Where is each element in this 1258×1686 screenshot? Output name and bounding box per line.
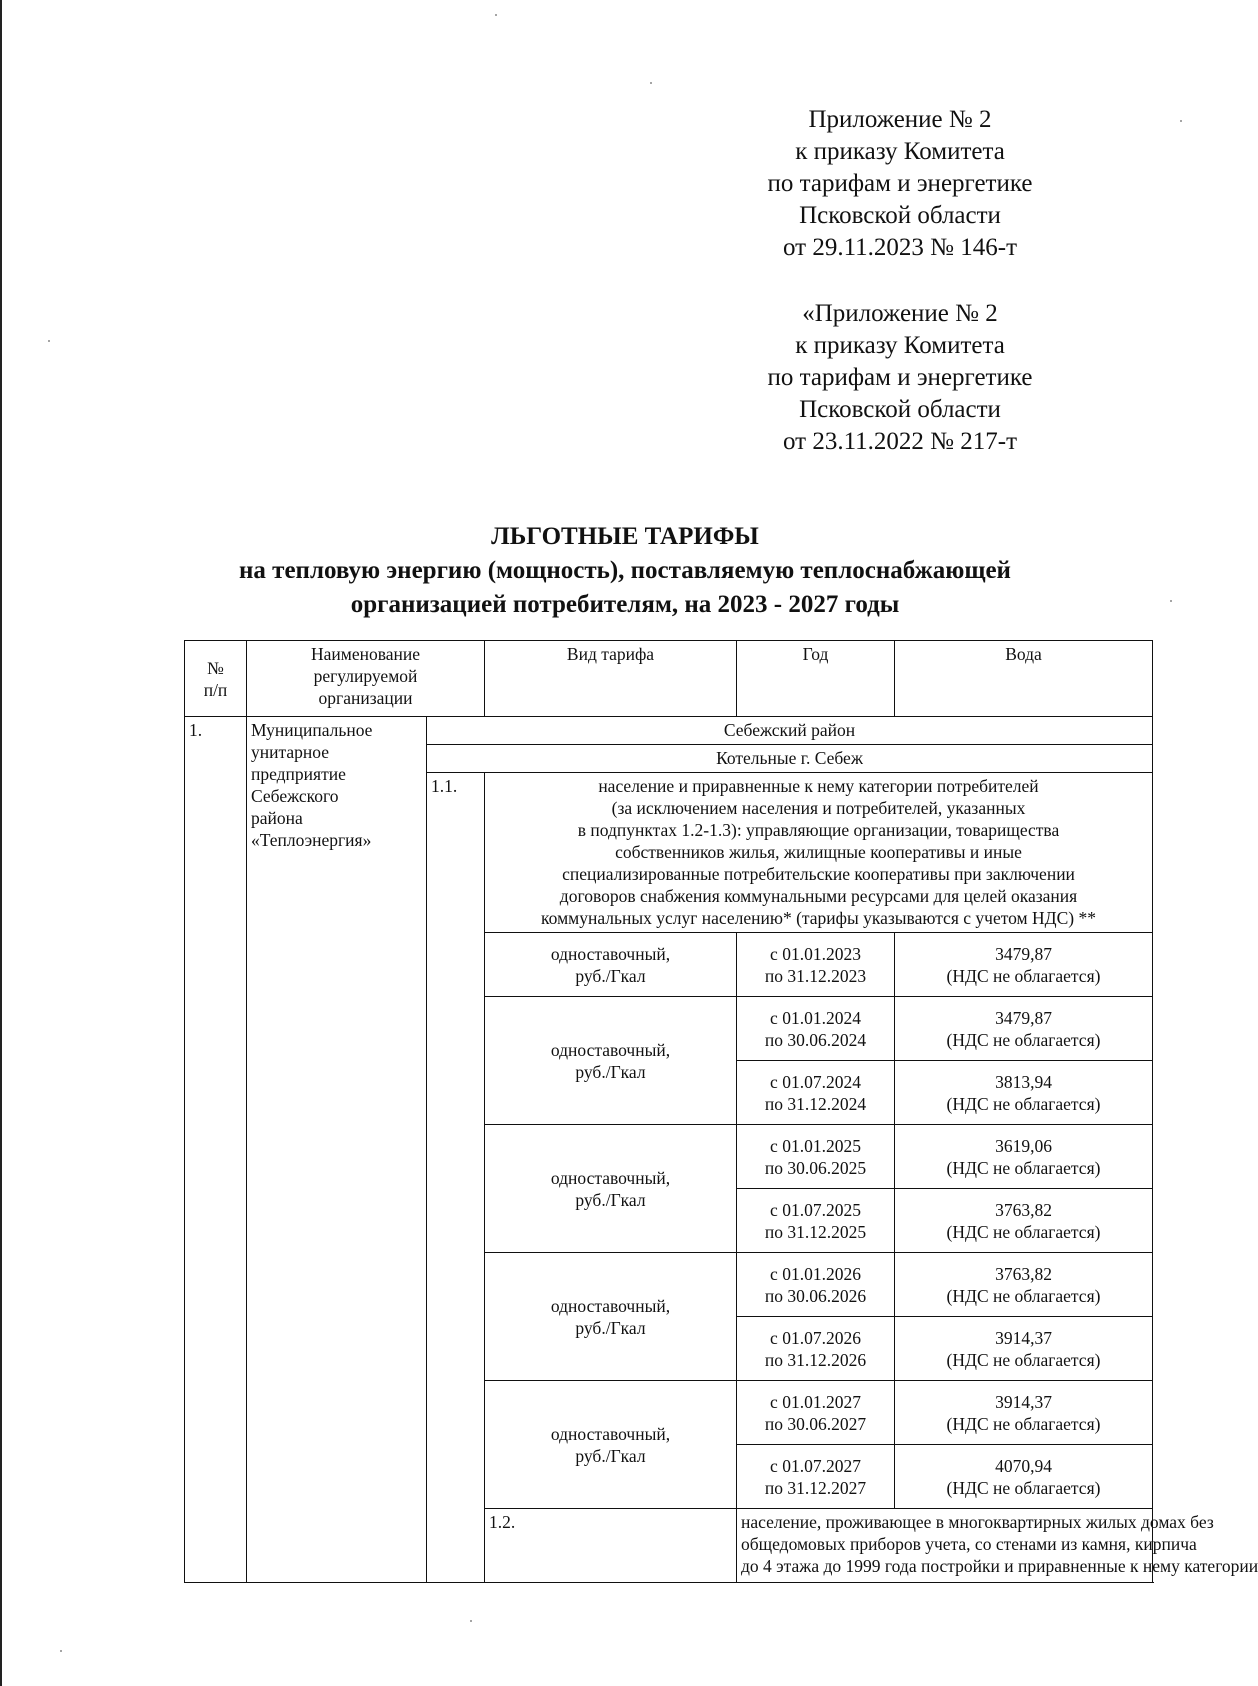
appendix-line: к приказу Комитета <box>795 332 1005 359</box>
tariff-value: 3813,94 (НДС не облагается) <box>895 1061 1153 1125</box>
title-line: на тепловую энергию (мощность), поставляемую теплоснабжающей <box>239 557 1011 584</box>
header-num: № п/п <box>185 641 247 717</box>
tariff-type: одноставочный, руб./Гкал <box>485 997 737 1125</box>
scan-speck <box>650 82 652 84</box>
appendix-line: по тарифам и энергетике <box>767 364 1033 391</box>
boiler-houses: Котельные г. Себеж <box>427 745 1153 773</box>
tariff-value: 3763,82 (НДС не облагается) <box>895 1189 1153 1253</box>
tariff-period: с 01.01.2024 по 30.06.2024 <box>737 997 895 1061</box>
tariff-type: одноставочный, руб./Гкал <box>485 1253 737 1381</box>
tariff-value: 3914,37 (НДС не облагается) <box>895 1317 1153 1381</box>
tariff-period: с 01.07.2027 по 31.12.2027 <box>737 1445 895 1509</box>
scan-speck <box>470 1620 472 1622</box>
tariff-period: с 01.01.2026 по 30.06.2026 <box>737 1253 895 1317</box>
scan-speck <box>60 1650 62 1652</box>
scan-speck <box>495 14 497 16</box>
appendix-line: «Приложение № 2 <box>802 300 998 327</box>
scan-speck <box>48 340 50 342</box>
tariff-period: с 01.07.2024 по 31.12.2024 <box>737 1061 895 1125</box>
appendix-line: Псковской области <box>799 396 1001 423</box>
appendix-previous-block <box>740 298 1060 458</box>
tariff-period: с 01.07.2026 по 31.12.2026 <box>737 1317 895 1381</box>
tariff-value: 3619,06 (НДС не облагается) <box>895 1125 1153 1189</box>
district-row <box>185 717 1153 745</box>
organization-name: Муниципальное унитарное предприятие Себежского района «Теплоэнергия» <box>247 717 427 1583</box>
header-year: Год <box>737 641 895 717</box>
tariff-value: 3763,82 (НДС не облагается) <box>895 1253 1153 1317</box>
appendix-line: Псковской области <box>799 202 1001 229</box>
header-org: Наименование регулируемой организации <box>247 641 485 717</box>
title-line: ЛЬГОТНЫЕ ТАРИФЫ <box>491 523 759 550</box>
category-1-1-description: население и приравненные к нему категории потребителей (за исключением населения и потребителей, указанных в подпунктах 1.2-1.3): управляющие организации, товарищества собственников жилья, жилищные кооперативы и иные специализированные потребительские кооперативы при заключении договоров снабжения коммунальными ресурсами для целей оказания коммунальных услуг населению* (тарифы указываются с учетом НДС) ** <box>485 773 1153 933</box>
appendix-line: Приложение № 2 <box>808 106 992 133</box>
tariff-type: одноставочный, руб./Гкал <box>485 1125 737 1253</box>
tariff-value: 3479,87 (НДС не облагается) <box>895 933 1153 997</box>
tariff-value: 3914,37 (НДС не облагается) <box>895 1381 1153 1445</box>
category-1-2-description: население, проживающее в многоквартирных жилых домах без общедомовых приборов учета, со стенами из камня, кирпича до 4 этажа до 1999 года постройки и приравненные к нему категории <box>737 1509 1153 1583</box>
district-name: Себежский район <box>427 717 1153 745</box>
tariff-period: с 01.01.2023 по 31.12.2023 <box>737 933 895 997</box>
header-row <box>185 641 1153 717</box>
header-tariff-type: Вид тарифа <box>485 641 737 717</box>
tariff-period: с 01.01.2027 по 30.06.2027 <box>737 1381 895 1445</box>
page-left-edge <box>0 0 2 1686</box>
appendix-line: от 29.11.2023 № 146-т <box>782 234 1018 261</box>
tariff-type: одноставочный, руб./Гкал <box>485 933 737 997</box>
tariff-value: 3479,87 (НДС не облагается) <box>895 997 1153 1061</box>
sub-number-1-1: 1.1. <box>427 773 485 1583</box>
tariff-period: с 01.07.2025 по 31.12.2025 <box>737 1189 895 1253</box>
title-line: организацией потребителям, на 2023 - 2027 годы <box>350 591 900 618</box>
appendix-current-block <box>740 104 1060 264</box>
tariff-table <box>184 640 1258 1583</box>
tariff-period: с 01.01.2025 по 30.06.2025 <box>737 1125 895 1189</box>
scan-speck <box>1170 600 1172 602</box>
appendix-line: к приказу Комитета <box>795 138 1005 165</box>
tariff-value: 4070,94 (НДС не облагается) <box>895 1445 1153 1509</box>
appendix-line: от 23.11.2022 № 217-т <box>782 428 1018 455</box>
scan-speck <box>1180 120 1182 122</box>
document-title <box>150 520 1100 622</box>
appendix-line: по тарифам и энергетике <box>767 170 1033 197</box>
header-water: Вода <box>895 641 1153 717</box>
tariff-type: одноставочный, руб./Гкал <box>485 1381 737 1509</box>
row-number: 1. <box>185 717 247 1583</box>
sub-number-1-2: 1.2. <box>485 1509 737 1583</box>
